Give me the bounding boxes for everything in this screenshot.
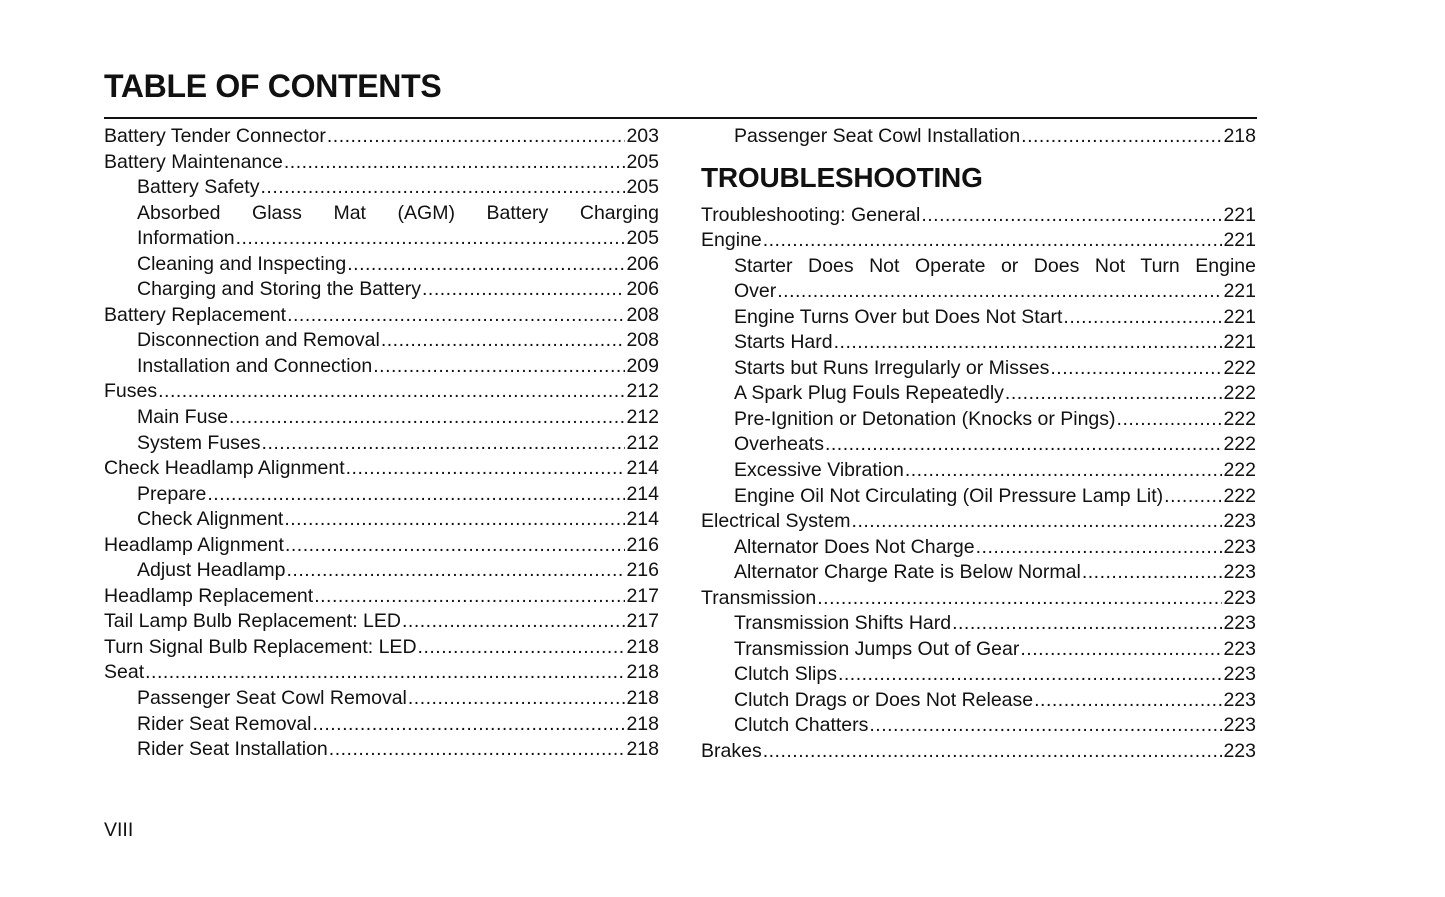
toc-entry[interactable] — [104, 712, 659, 738]
toc-entry-title: Turn Signal Bulb Replacement: LED — [104, 635, 417, 658]
toc-entry-title: Check Headlamp Alignment — [104, 457, 345, 480]
dot-leader — [229, 405, 625, 431]
toc-entry-title: Pre-Ignition or Detonation (Knocks or Pings) — [734, 407, 1116, 430]
toc-entry[interactable] — [104, 737, 659, 763]
toc-entry-title: Rider Seat Installation — [137, 738, 328, 761]
toc-entry[interactable] — [104, 456, 659, 482]
toc-entry[interactable] — [104, 609, 659, 635]
toc-entry-page: 209 — [626, 354, 659, 377]
toc-entry[interactable] — [701, 458, 1256, 484]
toc-entry[interactable] — [104, 201, 659, 227]
dot-leader — [1164, 484, 1222, 510]
toc-entry-title: Battery Replacement — [104, 303, 287, 326]
toc-entry-page: 222 — [1223, 382, 1256, 405]
toc-entry[interactable] — [104, 405, 659, 431]
dot-leader — [1020, 637, 1222, 663]
dot-leader — [313, 712, 626, 738]
dot-leader — [284, 507, 625, 533]
dot-leader — [869, 713, 1222, 739]
toc-entry[interactable] — [104, 379, 659, 405]
toc-entry-page: 223 — [1223, 586, 1256, 609]
toc-entry-title: Headlamp Alignment — [104, 533, 284, 556]
page-number: VIII — [104, 819, 134, 841]
dot-leader — [158, 379, 625, 405]
toc-entry[interactable] — [701, 484, 1256, 510]
toc-entry-title: Adjust Headlamp — [137, 559, 286, 582]
toc-entry-title: Seat — [104, 661, 145, 684]
toc-entry-title: Transmission — [701, 586, 817, 609]
toc-entry-title: Electrical System — [701, 510, 851, 533]
toc-entry[interactable] — [104, 558, 659, 584]
toc-entry-page: 206 — [626, 278, 659, 301]
toc-entry-page: 206 — [626, 252, 659, 275]
toc-entry-title: A Spark Plug Fouls Repeatedly — [734, 382, 1004, 405]
toc-entry[interactable] — [104, 507, 659, 533]
toc-entry-page: 214 — [626, 482, 659, 505]
toc-entry-title: Alternator Does Not Charge — [734, 535, 975, 558]
toc-entry-page: 208 — [626, 303, 659, 326]
toc-entry-title: Starts Hard — [734, 331, 833, 354]
toc-entry-page: 208 — [626, 329, 659, 352]
toc-entry-page: 214 — [626, 457, 659, 480]
toc-entry[interactable] — [701, 432, 1256, 458]
toc-entry[interactable] — [701, 228, 1256, 254]
toc-entry-title: Starts but Runs Irregularly or Misses — [734, 356, 1050, 379]
dot-leader — [1117, 407, 1223, 433]
toc-entry-page: 214 — [626, 508, 659, 531]
toc-entry-title: Installation and Connection — [137, 354, 373, 377]
toc-entry[interactable] — [701, 254, 1256, 280]
dot-leader — [260, 175, 625, 201]
toc-entry-page: 221 — [1223, 229, 1256, 252]
dot-leader — [952, 611, 1222, 637]
toc-entry-title: Headlamp Replacement — [104, 584, 314, 607]
toc-left-column — [104, 124, 659, 763]
dot-leader — [347, 252, 625, 278]
toc-entry[interactable] — [701, 688, 1256, 714]
toc-entry-page: 222 — [1223, 484, 1256, 507]
toc-entry[interactable] — [701, 611, 1256, 637]
toc-entry[interactable] — [104, 277, 659, 303]
toc-entry-page: 212 — [626, 431, 659, 454]
toc-entry[interactable] — [701, 586, 1256, 612]
toc-entry-title: Charging and Storing the Battery — [137, 278, 422, 301]
toc-entry-page: 223 — [1223, 714, 1256, 737]
toc-entry-title: Information — [137, 227, 235, 250]
dot-leader — [1021, 124, 1222, 150]
dot-leader — [422, 277, 625, 303]
toc-entry-title: Brakes — [701, 740, 762, 763]
toc-entry-page: 205 — [626, 150, 659, 173]
toc-entry-page: 223 — [1223, 663, 1256, 686]
toc-entry-title: Battery Safety — [137, 176, 260, 199]
toc-entry[interactable] — [104, 150, 659, 176]
toc-entry-title: Battery Maintenance — [104, 150, 283, 173]
toc-entry[interactable] — [701, 739, 1256, 765]
dot-leader — [402, 609, 625, 635]
dot-leader — [287, 558, 626, 584]
toc-entry-title: Tail Lamp Bulb Replacement: LED — [104, 610, 401, 633]
toc-entry-title: Excessive Vibration — [734, 459, 904, 482]
toc-entry-page: 221 — [1223, 305, 1256, 328]
toc-entry-title: Starter Does Not Operate or Does Not Turn Engine — [734, 254, 1256, 277]
toc-entry[interactable] — [701, 535, 1256, 561]
toc-entry[interactable] — [104, 635, 659, 661]
dot-leader — [1082, 560, 1223, 586]
toc-entry-page: 221 — [1223, 280, 1256, 303]
toc-entry[interactable] — [104, 431, 659, 457]
dot-leader — [287, 303, 625, 329]
toc-entry[interactable] — [104, 175, 659, 201]
toc-entry-page: 216 — [626, 559, 659, 582]
toc-entry[interactable] — [701, 407, 1256, 433]
toc-entry[interactable] — [701, 279, 1256, 305]
toc-entry[interactable] — [104, 328, 659, 354]
toc-entry[interactable] — [701, 330, 1256, 356]
toc-entry-page: 218 — [626, 661, 659, 684]
toc-entry-title: Battery Tender Connector — [104, 125, 326, 147]
dot-leader — [408, 686, 626, 712]
dot-leader — [1005, 381, 1223, 407]
dot-leader — [1034, 688, 1222, 714]
dot-leader — [777, 279, 1222, 305]
toc-entry-title: Clutch Drags or Does Not Release — [734, 688, 1034, 711]
toc-entry-title: Troubleshooting: General — [701, 203, 921, 226]
toc-entry-page: 205 — [626, 227, 659, 250]
toc-entry[interactable] — [701, 356, 1256, 382]
toc-entry[interactable] — [104, 686, 659, 712]
dot-leader — [763, 739, 1223, 765]
dot-leader — [976, 535, 1223, 561]
toc-entry[interactable] — [701, 124, 1256, 150]
toc-entry-page: 218 — [1223, 125, 1256, 147]
dot-leader — [373, 354, 625, 380]
dot-leader — [284, 150, 626, 176]
toc-entry[interactable] — [701, 509, 1256, 535]
toc-entry-title: Check Alignment — [137, 508, 284, 531]
toc-entry-page: 217 — [626, 584, 659, 607]
toc-entry[interactable] — [701, 560, 1256, 586]
toc-entry-title: Fuses — [104, 380, 158, 403]
dot-leader — [838, 662, 1222, 688]
toc-entry-title: Transmission Jumps Out of Gear — [734, 637, 1020, 660]
toc-entry-title: Disconnection and Removal — [137, 329, 380, 352]
toc-entry-page: 221 — [1223, 203, 1256, 226]
toc-entry[interactable] — [701, 637, 1256, 663]
toc-entry-title: Prepare — [137, 482, 207, 505]
toc-entry[interactable] — [104, 533, 659, 559]
toc-entry[interactable] — [104, 584, 659, 610]
dot-leader — [346, 456, 626, 482]
toc-entry-page: 223 — [1223, 688, 1256, 711]
title-divider — [104, 117, 1257, 119]
dot-leader — [381, 328, 626, 354]
toc-entry-page: 223 — [1223, 637, 1256, 660]
dot-leader — [262, 431, 626, 457]
toc-entry[interactable] — [701, 381, 1256, 407]
toc-entry-page: 205 — [626, 176, 659, 199]
toc-entry-title: Passenger Seat Cowl Removal — [137, 687, 407, 710]
dot-leader — [418, 635, 626, 661]
toc-entry[interactable] — [104, 252, 659, 278]
dot-leader — [285, 533, 626, 559]
toc-entry-page: 218 — [626, 635, 659, 658]
toc-entry[interactable] — [701, 662, 1256, 688]
toc-entry-page: 223 — [1223, 535, 1256, 558]
page-title: TABLE OF CONTENTS — [104, 68, 442, 104]
toc-entry-page: 216 — [626, 533, 659, 556]
toc-entry[interactable] — [701, 713, 1256, 739]
dot-leader — [236, 226, 626, 252]
toc-entry-page: 222 — [1223, 407, 1256, 430]
dot-leader — [207, 482, 625, 508]
toc-entry-title: Transmission Shifts Hard — [734, 612, 952, 635]
toc-entry-title: Rider Seat Removal — [137, 712, 312, 735]
dot-leader — [1050, 356, 1222, 382]
toc-entry-page: 212 — [626, 380, 659, 403]
toc-entry-title: Cleaning and Inspecting — [137, 252, 347, 275]
dot-leader — [145, 660, 625, 686]
toc-entry[interactable] — [104, 124, 659, 150]
dot-leader — [921, 203, 1222, 229]
dot-leader — [834, 330, 1223, 356]
toc-entry-page: 218 — [626, 712, 659, 735]
toc-entry[interactable] — [104, 226, 659, 252]
toc-entry-page: 223 — [1223, 612, 1256, 635]
toc-entry-page: 212 — [626, 406, 659, 429]
toc-entry-title: System Fuses — [137, 431, 261, 454]
toc-entry-title: Clutch Chatters — [734, 714, 869, 737]
toc-right-column — [701, 124, 1256, 765]
toc-entry-title: Main Fuse — [137, 406, 229, 429]
toc-entry-title: Passenger Seat Cowl Installation — [734, 125, 1021, 147]
toc-entry-title: Engine Oil Not Circulating (Oil Pressure Lamp Lit) — [734, 484, 1164, 507]
toc-entry-page: 223 — [1223, 510, 1256, 533]
dot-leader — [329, 737, 626, 763]
toc-entry-title: Over — [734, 280, 777, 303]
dot-leader — [327, 124, 626, 150]
toc-entry-title: Engine Turns Over but Does Not Start — [734, 305, 1063, 328]
toc-entry-title: Clutch Slips — [734, 663, 837, 686]
toc-entry-title: Overheats — [734, 433, 824, 456]
toc-entry-page: 222 — [1223, 459, 1256, 482]
toc-entry-page: 217 — [626, 610, 659, 633]
toc-entry-title: Engine — [701, 229, 762, 252]
dot-leader — [1063, 305, 1222, 331]
dot-leader — [817, 586, 1222, 612]
toc-entry-page: 223 — [1223, 740, 1256, 763]
toc-entry[interactable] — [104, 354, 659, 380]
dot-leader — [905, 458, 1223, 484]
toc-entry-title: Alternator Charge Rate is Below Normal — [734, 561, 1081, 584]
dot-leader — [852, 509, 1223, 535]
toc-entry-title: Absorbed Glass Mat (AGM) Battery Charging — [137, 201, 659, 224]
toc-entry[interactable] — [104, 660, 659, 686]
toc-entry-page: 222 — [1223, 433, 1256, 456]
toc-entry-page: 203 — [626, 125, 659, 147]
dot-leader — [825, 432, 1222, 458]
toc-entry[interactable] — [104, 482, 659, 508]
toc-entry-page: 221 — [1223, 331, 1256, 354]
toc-entry-page: 223 — [1223, 561, 1256, 584]
toc-entry[interactable] — [701, 203, 1256, 229]
dot-leader — [314, 584, 625, 610]
toc-entry-page: 218 — [626, 687, 659, 710]
toc-entry-page: 218 — [626, 738, 659, 761]
toc-entry-page: 222 — [1223, 356, 1256, 379]
toc-entry[interactable] — [104, 303, 659, 329]
section-heading: TROUBLESHOOTING — [701, 161, 983, 193]
dot-leader — [763, 228, 1223, 254]
toc-entry[interactable] — [701, 305, 1256, 331]
